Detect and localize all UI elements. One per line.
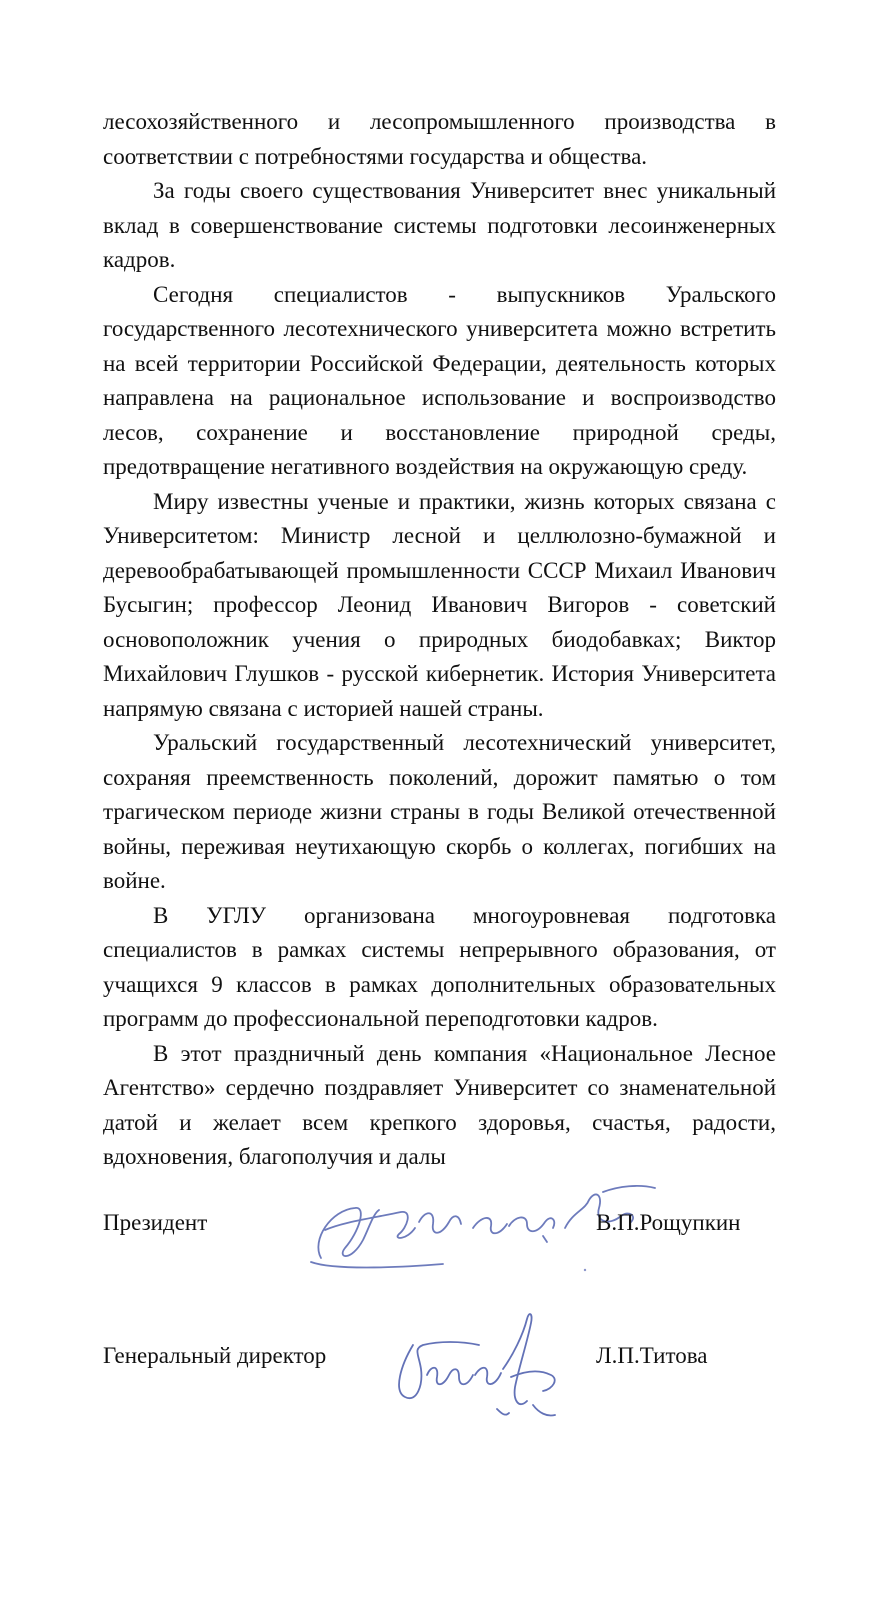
director-title: Генеральный директор	[103, 1343, 327, 1368]
paragraph-6: В УГЛУ организована многоуровневая подготовка специалистов в рамках системы непрерывного образования, от учащихся 9 классов в рамках дополнительных образовательных программ до профессиональной переподготовки кадров.	[103, 902, 776, 1031]
president-name: В.П.Рощупкин	[596, 1210, 741, 1235]
letter-body	[103, 105, 776, 1175]
paragraph-7: В этот праздничный день компания «Национальное Лесное Агентство» сердечно поздравляет Университет со знаменательной датой и желает всем крепкого здоровья, счастья, радости, вдохновения, благополучия и далы	[103, 1040, 776, 1169]
paragraph-3: Сегодня специалистов - выпускников Уральского государственного лесотехнического университета можно встретить на всей территории Российской Федерации, деятельность которых направлена на рациональное использование и воспроизводство лесов, сохранение и восстановление природной среды, предотвращение негативного воздействия на окружающую среду.	[103, 281, 776, 479]
director-name: Л.П.Титова	[596, 1343, 708, 1368]
paragraph-1: лесохозяйственного и лесопромышленного производства в соответствии с потребностями государства и общества.	[103, 109, 776, 169]
paragraph-4: Миру известны ученые и практики, жизнь которых связана с Университетом: Министр лесной и целлюлозно-бумажной и деревообрабатывающей промышленности СССР Михаил Иванович Бусыгин; профессор Леонид Иванович Вигоров - советский основоположник учения о природных биодобавках; Виктор Михайлович Глушков - русской кибернетик. История Университета напрямую связана с историей нашей страны.	[103, 488, 776, 721]
director-signature	[383, 1305, 583, 1425]
director-signature-block	[103, 1305, 776, 1425]
paragraph-2: За годы своего существования Университет внес уникальный вклад в совершенствование системы подготовки лесоинженерных кадров.	[103, 178, 776, 272]
paragraph-5: Уральский государственный лесотехнический университет, сохраняя преемственность поколений, дорожит памятью о том трагическом периоде жизни страны в годы Великой отечественной войны, переживая неутихающую скорбь о коллегах, погибших на войне.	[103, 730, 776, 893]
president-signature-block	[103, 1170, 776, 1290]
president-title: Президент	[103, 1210, 208, 1235]
